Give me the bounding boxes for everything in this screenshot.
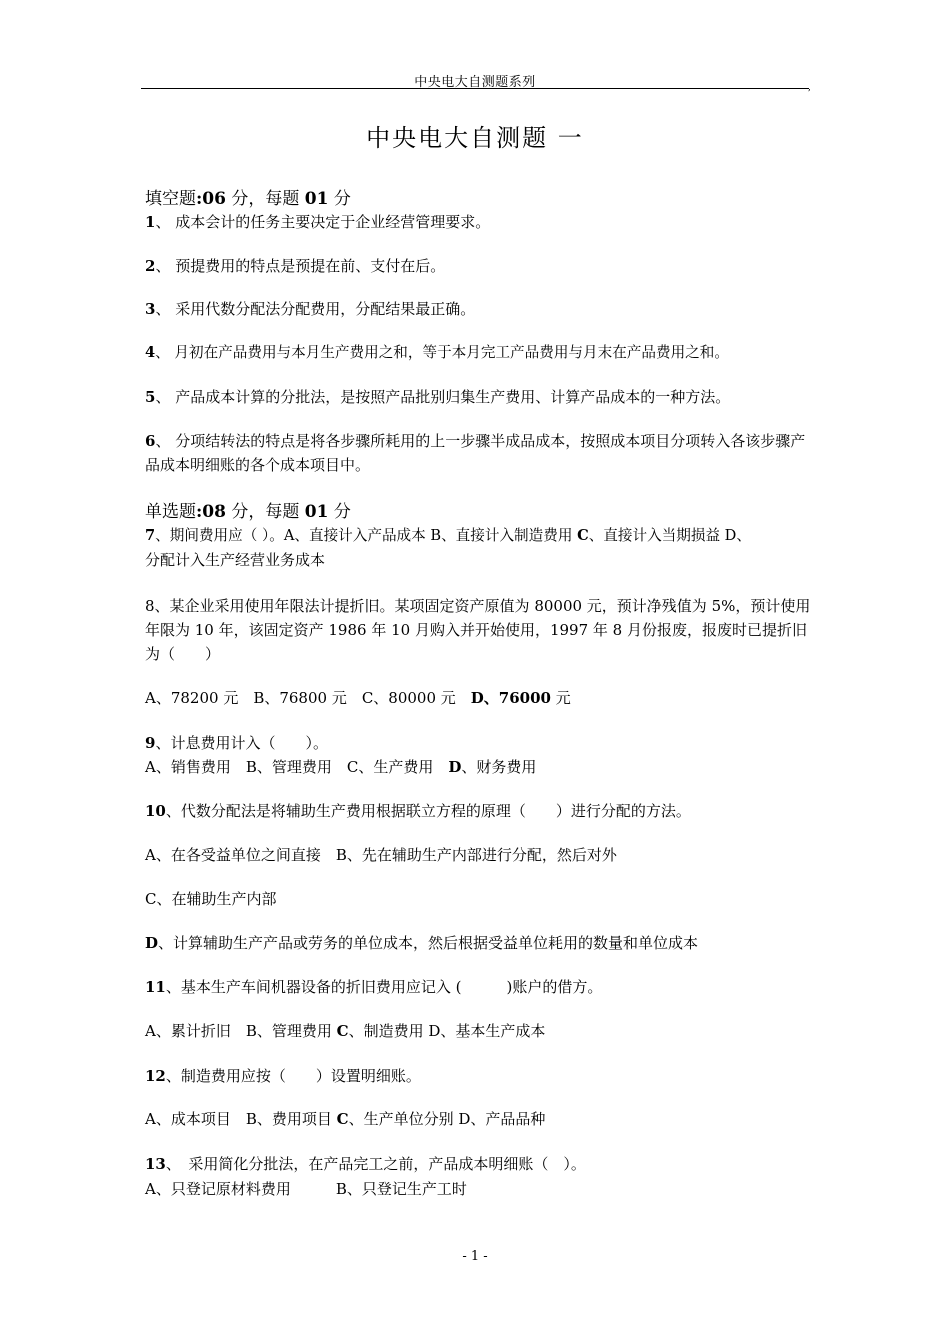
question-8: 8、某企业采用使用年限法计提折旧。某项固定资产原值为 80000 元，预计净残值为 5%，预计使用年限为 10 年，该固定资产 1986 年 10 月购入并开始使用，1997 年 8 月份报废，报废时已提折旧为（ ） bbox=[145, 597, 811, 663]
question-10: 10、代数分配法是将辅助生产费用根据联立方程的原理（ ）进行分配的方法。 bbox=[145, 802, 691, 820]
header-rule bbox=[141, 88, 809, 89]
page-number: - 1 - bbox=[462, 1249, 488, 1264]
question-11-options: A、累计折旧 B、管理费用 C、制造费用 D、基本生产成本 bbox=[145, 1022, 546, 1040]
fill-item-2: 2、 预提费用的特点是预提在前、支付在后。 bbox=[145, 257, 446, 275]
question-9-options: A、销售费用 B、管理费用 C、生产费用 D、财务费用 bbox=[145, 758, 537, 776]
question-12-options: A、成本项目 B、费用项目 C、生产单位分别 D、产品品种 bbox=[145, 1110, 546, 1128]
question-10-option-d: D、计算辅助生产产品或劳务的单位成本，然后根据受益单位耗用的数量和单位成本 bbox=[145, 934, 699, 952]
fill-item-3: 3、 采用代数分配法分配费用，分配结果最正确。 bbox=[145, 300, 476, 318]
question-10-options-ab: A、在各受益单位之间直接 B、先在辅助生产内部进行分配，然后对外 bbox=[145, 846, 617, 864]
question-7: 7、期间费用应（ ）。A、直接计入产品成本 B、直接计入制造费用 C、直接计入当期损益 D、 bbox=[145, 527, 751, 544]
question-13-options: A、只登记原材料费用 B、只登记生产工时 bbox=[145, 1180, 467, 1198]
page-title: 中央电大自测题 一 bbox=[366, 124, 584, 152]
running-header: 中央电大自测题系列 bbox=[414, 75, 536, 90]
fill-item-5: 5、 产品成本计算的分批法，是按照产品批别归集生产费用、计算产品成本的一种方法。 bbox=[145, 388, 731, 406]
question-9: 9、计息费用计入（ ）。 bbox=[145, 734, 328, 752]
question-10-option-c: C、在辅助生产内部 bbox=[145, 890, 277, 908]
question-12: 12、制造费用应按（ ）设置明细账。 bbox=[145, 1067, 421, 1085]
fill-section-heading: 填空题:06 分，每题 01 分 bbox=[145, 189, 351, 209]
fill-item-4: 4、 月初在产品费用与本月生产费用之和，等于本月完工产品费用与月末在产品费用之和。 bbox=[145, 344, 729, 361]
header-mark: , bbox=[808, 83, 811, 93]
fill-item-6: 6、 分项结转法的特点是将各步骤所耗用的上一步骤半成品成本，按照成本项目分项转入各该步骤产品成本明细账的各个成本项目中。 bbox=[145, 432, 806, 474]
question-11: 11、基本生产车间机器设备的折旧费用应记入 ( )账户的借方。 bbox=[145, 978, 603, 996]
fill-item-1: 1、 成本会计的任务主要决定于企业经营管理要求。 bbox=[145, 213, 491, 231]
question-7-continued: 分配计入生产经营业务成本 bbox=[145, 551, 326, 569]
choice-section-heading: 单选题:08 分，每题 01 分 bbox=[145, 502, 351, 522]
question-8-options: A、78200 元 B、76800 元 C、80000 元 D、76000 元 bbox=[145, 689, 571, 707]
question-13: 13、 采用简化分批法，在产品完工之前，产品成本明细账（ ）。 bbox=[145, 1155, 586, 1173]
